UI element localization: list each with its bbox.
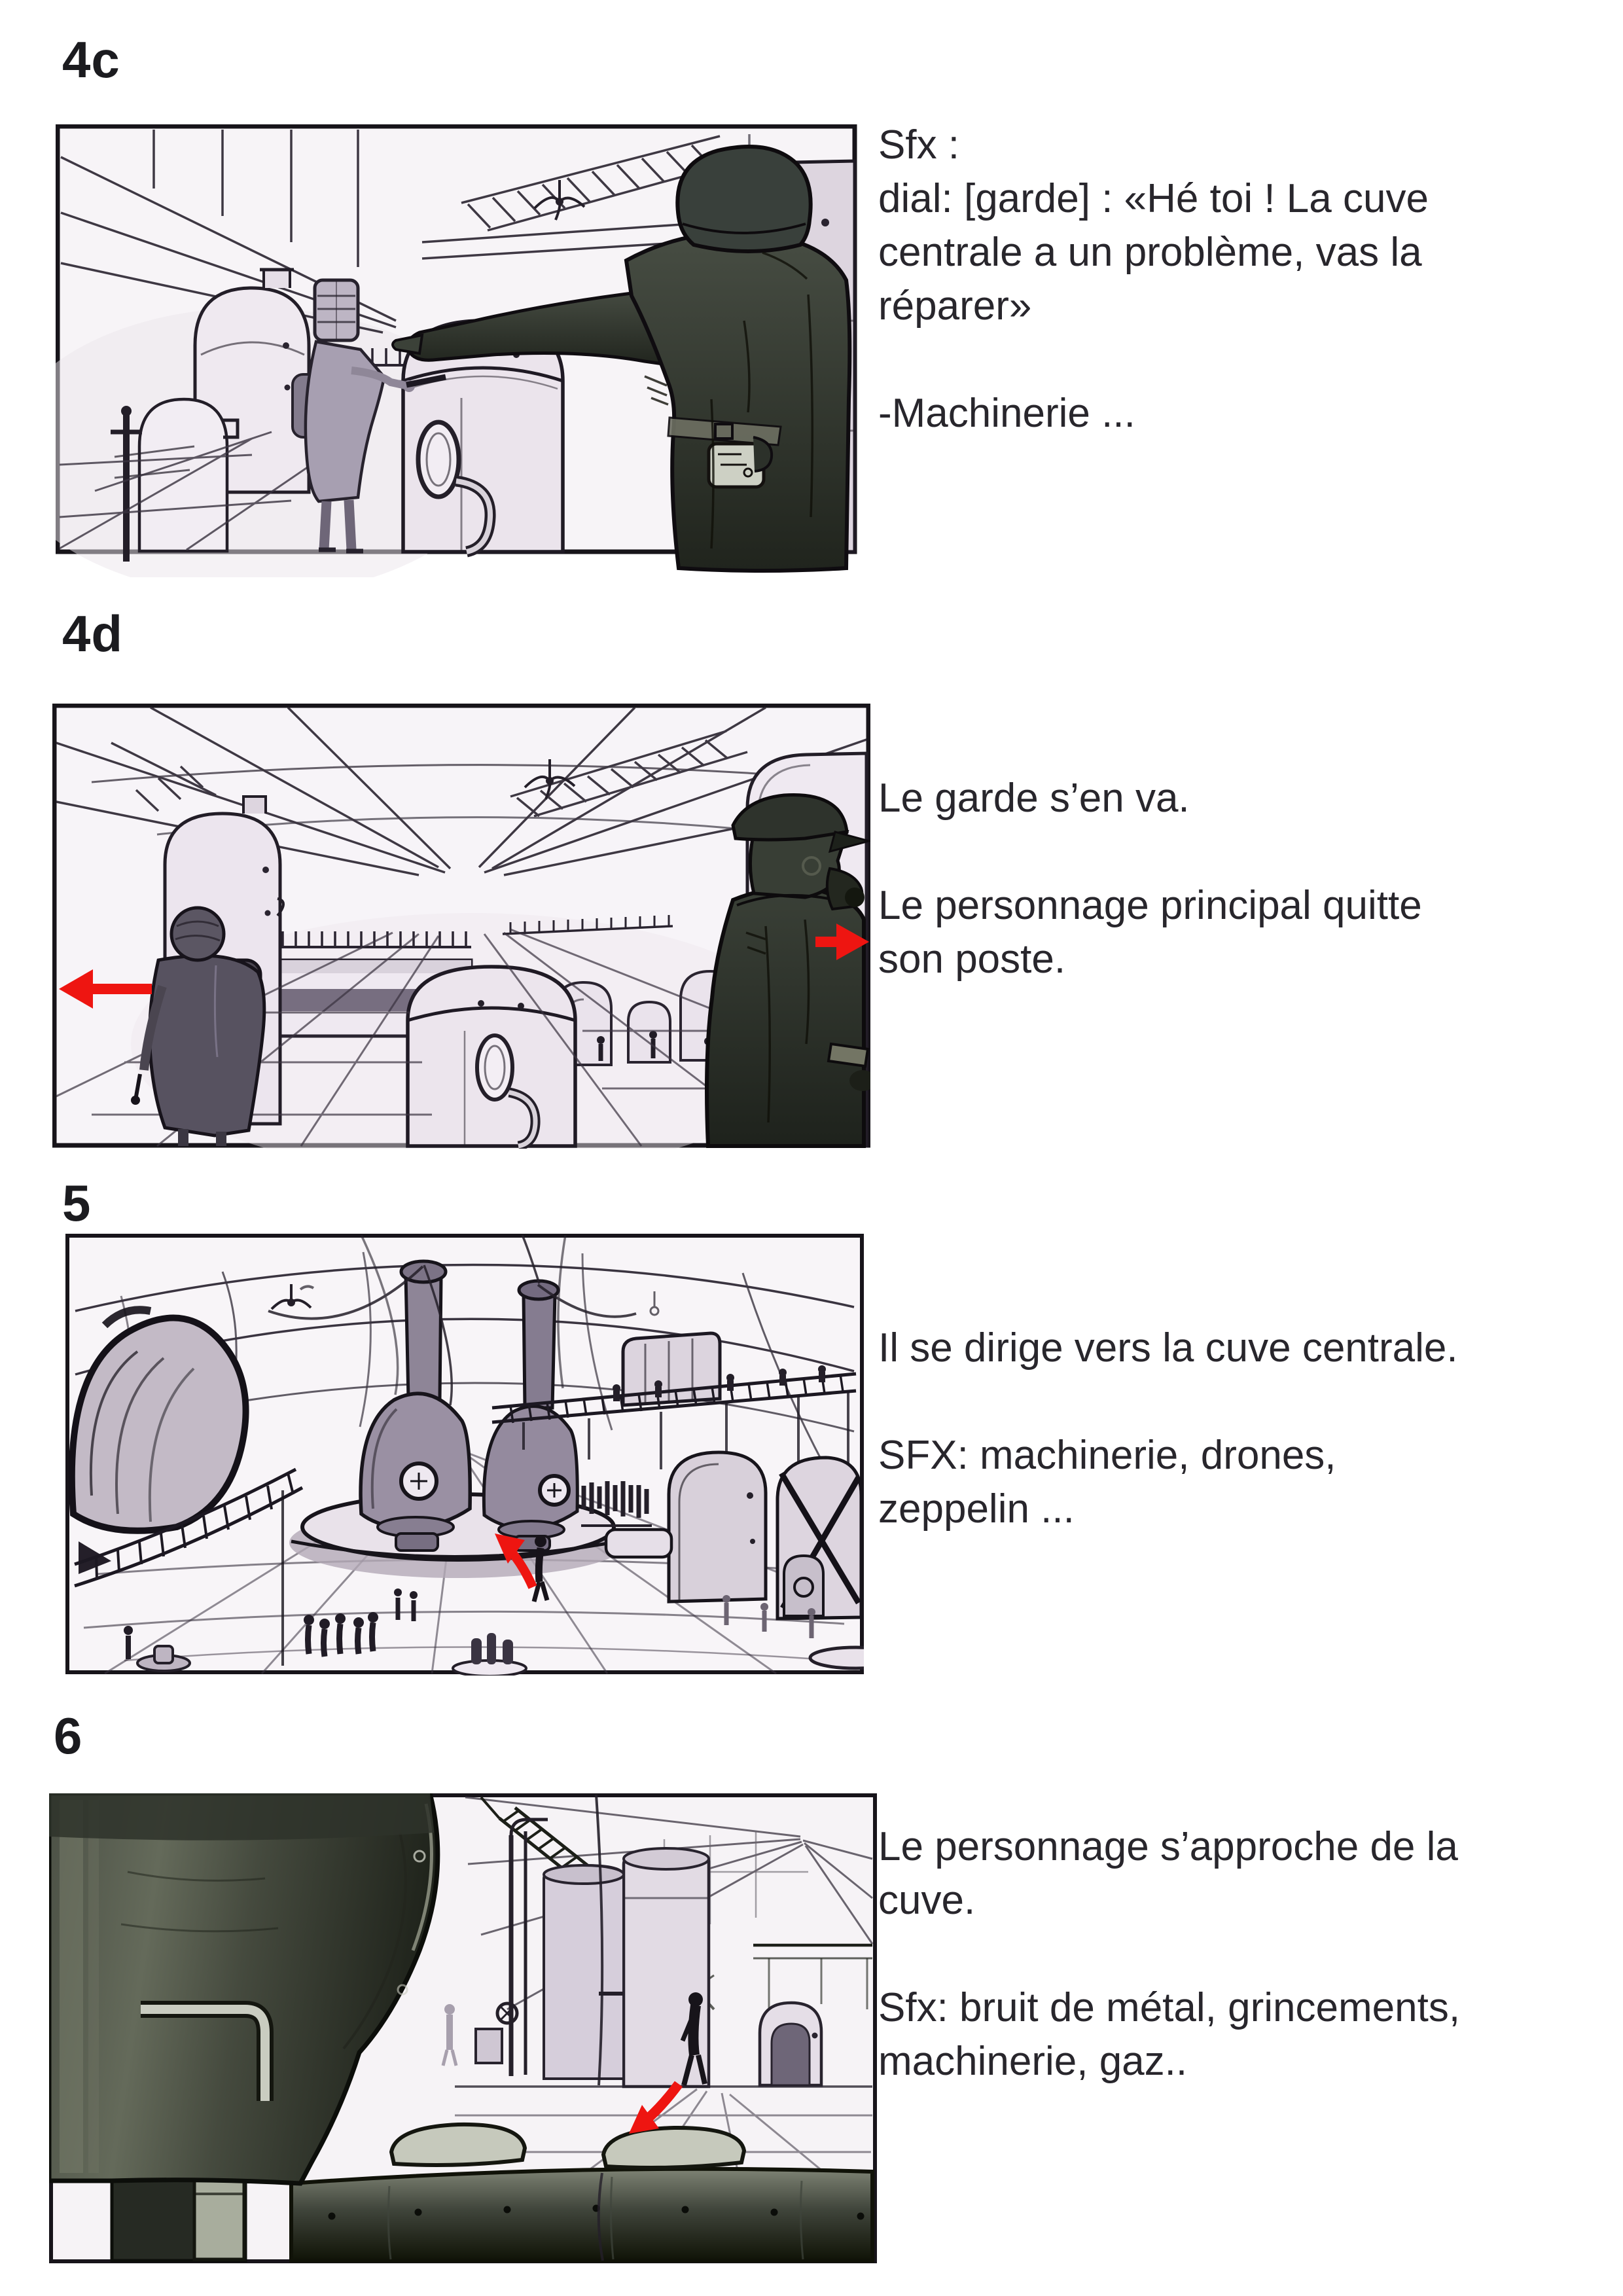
caption-4d — [878, 772, 1422, 986]
caption-line: Il se dirige vers la cuve centrale. — [878, 1325, 1458, 1371]
guard-helmet — [677, 147, 810, 251]
caption-line: centrale a un problème, vas la — [878, 230, 1422, 275]
sketch-5-drawing — [65, 1234, 864, 1676]
caption-line: son poste. — [878, 937, 1066, 982]
dome-machine — [408, 967, 575, 1146]
caption-line — [878, 825, 1422, 879]
sketch-4d-drawing — [52, 704, 870, 1149]
caption-line: machinerie, gaz.. — [878, 2039, 1188, 2084]
tank-hatch — [603, 2128, 744, 2168]
worker-helmet — [171, 908, 224, 960]
sketch-4c — [56, 124, 857, 577]
caption-line: dial: [garde] : «Hé toi ! La cuve — [878, 176, 1429, 221]
caption-line: Le personnage principal quitte — [878, 883, 1422, 928]
caption-5 — [878, 1321, 1458, 1536]
caption-line: zeppelin ... — [878, 1486, 1075, 1532]
caption-line: SFX: machinerie, drones, — [878, 1433, 1336, 1478]
caption-line — [878, 1375, 1458, 1429]
caption-line: Le garde s’en va. — [878, 776, 1190, 821]
caption-line — [878, 1928, 1460, 1981]
sketch-5 — [65, 1234, 864, 1676]
caption-line: réparer» — [878, 283, 1032, 329]
sketch-4d — [52, 704, 870, 1149]
caption-line: cuve. — [878, 1878, 976, 1923]
caption-line: Sfx : — [878, 122, 960, 168]
panel-number-label: 4c — [62, 31, 120, 88]
caption-line — [878, 333, 1429, 387]
caption-6 — [878, 1820, 1460, 2089]
panel-number-label: 4d — [62, 605, 124, 662]
caption-line: -Machinerie ... — [878, 391, 1135, 436]
panel-number-label: 5 — [62, 1174, 92, 1232]
sketch-4c-drawing — [56, 124, 857, 577]
tank-hatch — [391, 2125, 525, 2165]
sketch-6 — [49, 1793, 877, 2263]
caption-line: Le personnage s’approche de la — [878, 1824, 1458, 1869]
sketch-6-drawing — [49, 1793, 877, 2263]
panel-number-label: 6 — [54, 1707, 83, 1765]
caption-4c — [878, 118, 1429, 440]
caption-line: Sfx: bruit de métal, grincements, — [878, 1985, 1461, 2030]
